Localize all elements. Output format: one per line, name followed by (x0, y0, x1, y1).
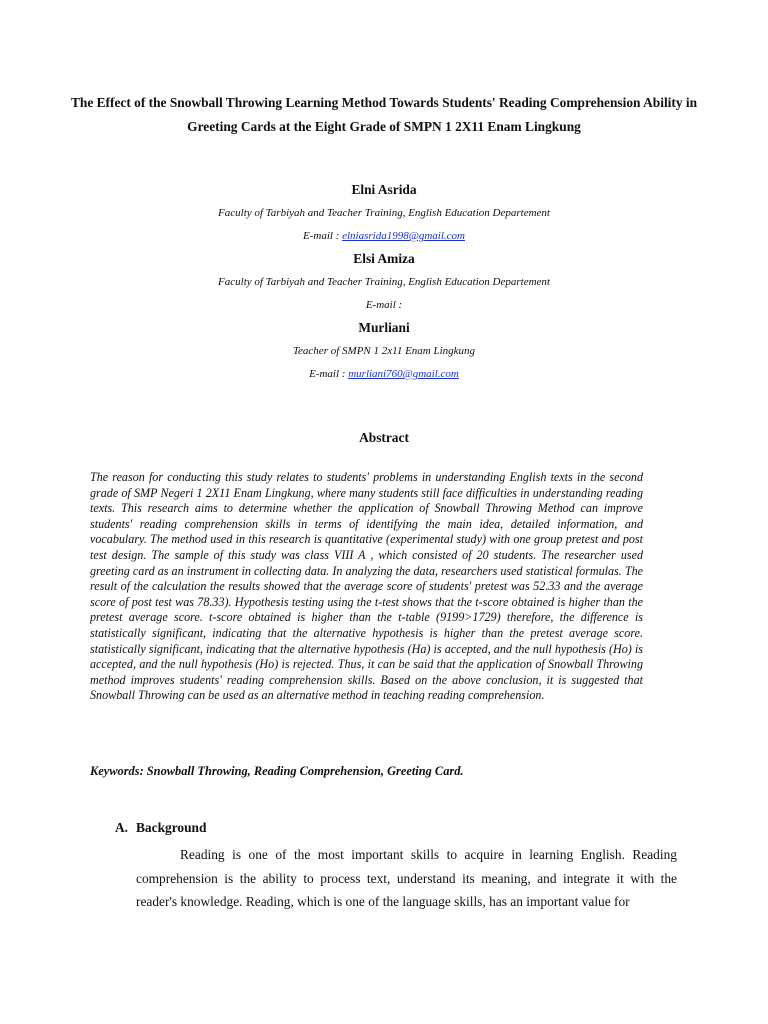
email-label: E-mail : (309, 368, 349, 380)
author-email-line (0, 228, 768, 244)
author-email-link[interactable]: murliani760@gmail.com (348, 368, 459, 380)
author-affiliation: Faculty of Tarbiyah and Teacher Training, English Education Departement (218, 276, 550, 288)
section-title: Background (136, 820, 207, 835)
author-email-link[interactable]: elniasrida1998@gmail.com (342, 230, 465, 242)
abstract-heading: Abstract (359, 430, 409, 445)
author-name: Murliani (358, 320, 410, 335)
author-email-line (0, 366, 768, 382)
section-number: A. (115, 820, 129, 835)
author-email-line (0, 297, 768, 313)
author-affiliation: Faculty of Tarbiyah and Teacher Training, English Education Departement (218, 207, 550, 219)
author-block-3 (0, 319, 768, 382)
section-heading (115, 820, 206, 836)
author-block-1 (0, 181, 768, 244)
author-name: Elsi Amiza (353, 251, 415, 266)
email-label: E-mail : (365, 299, 403, 311)
email-label: E-mail : (303, 230, 343, 242)
author-affiliation: Teacher of SMPN 1 2x11 Enam Lingkung (292, 345, 476, 357)
section-body-text: Reading is one of the most important skills to acquire in learning English. Reading comprehension is the ability to process text, understand its meaning, and integrate it with the reader's knowledge. Reading, which is one of the language skills, has an important value for (136, 847, 677, 909)
author-name: Elni Asrida (351, 182, 417, 197)
author-block-2 (0, 250, 768, 313)
abstract-text: The reason for conducting this study relates to students' problems in understanding English texts in the second grade of SMP Negeri 1 2X11 Enam Lingkung, where many students still face difficulties in understanding reading texts. This research aims to determine whether the application of Snowball Throwing Method can improve students' reading comprehension skills in terms of identifying the main idea, detailed information, and vocabulary. The method used in this research is quantitative (experimental study) with one group pretest and post test design. The sample of this study was class VIII A , which consisted of 20 students. The researcher used greeting card as an instrument in collecting data. In analyzing the data, researchers used statistical formulas. The result of the calculation the results showed that the average score of students' pretest was 52.33 and the average score of post test was 78.33). Hypothesis testing using the t-test shows that the t-score obtained is higher than the pretest average score. t-score obtained is higher than the t-table (9199>1729) therefore, the difference is statistically significant, indicating that the alternative hypothesis is higher than the pretest average score. statistically significant, indicating that the alternative hypothesis (Ha) is accepted, and the null hypothesis (Ho) is accepted, and the null hypothesis (Ho) is rejected. Thus, it can be said that the application of Snowball Throwing method improves students' reading comprehension skills. Based on the above conclusion, it is suggested that Snowball Throwing can be used as an alternative method in teaching reading comprehension. (90, 470, 643, 703)
paper-title: The Effect of the Snowball Throwing Learning Method Towards Students' Reading Comprehension Ability in Greeting Cards at the Eight Grade of SMPN 1 2X11 Enam Lingkung (70, 95, 698, 134)
keywords: Keywords: Snowball Throwing, Reading Comprehension, Greeting Card. (90, 764, 464, 778)
